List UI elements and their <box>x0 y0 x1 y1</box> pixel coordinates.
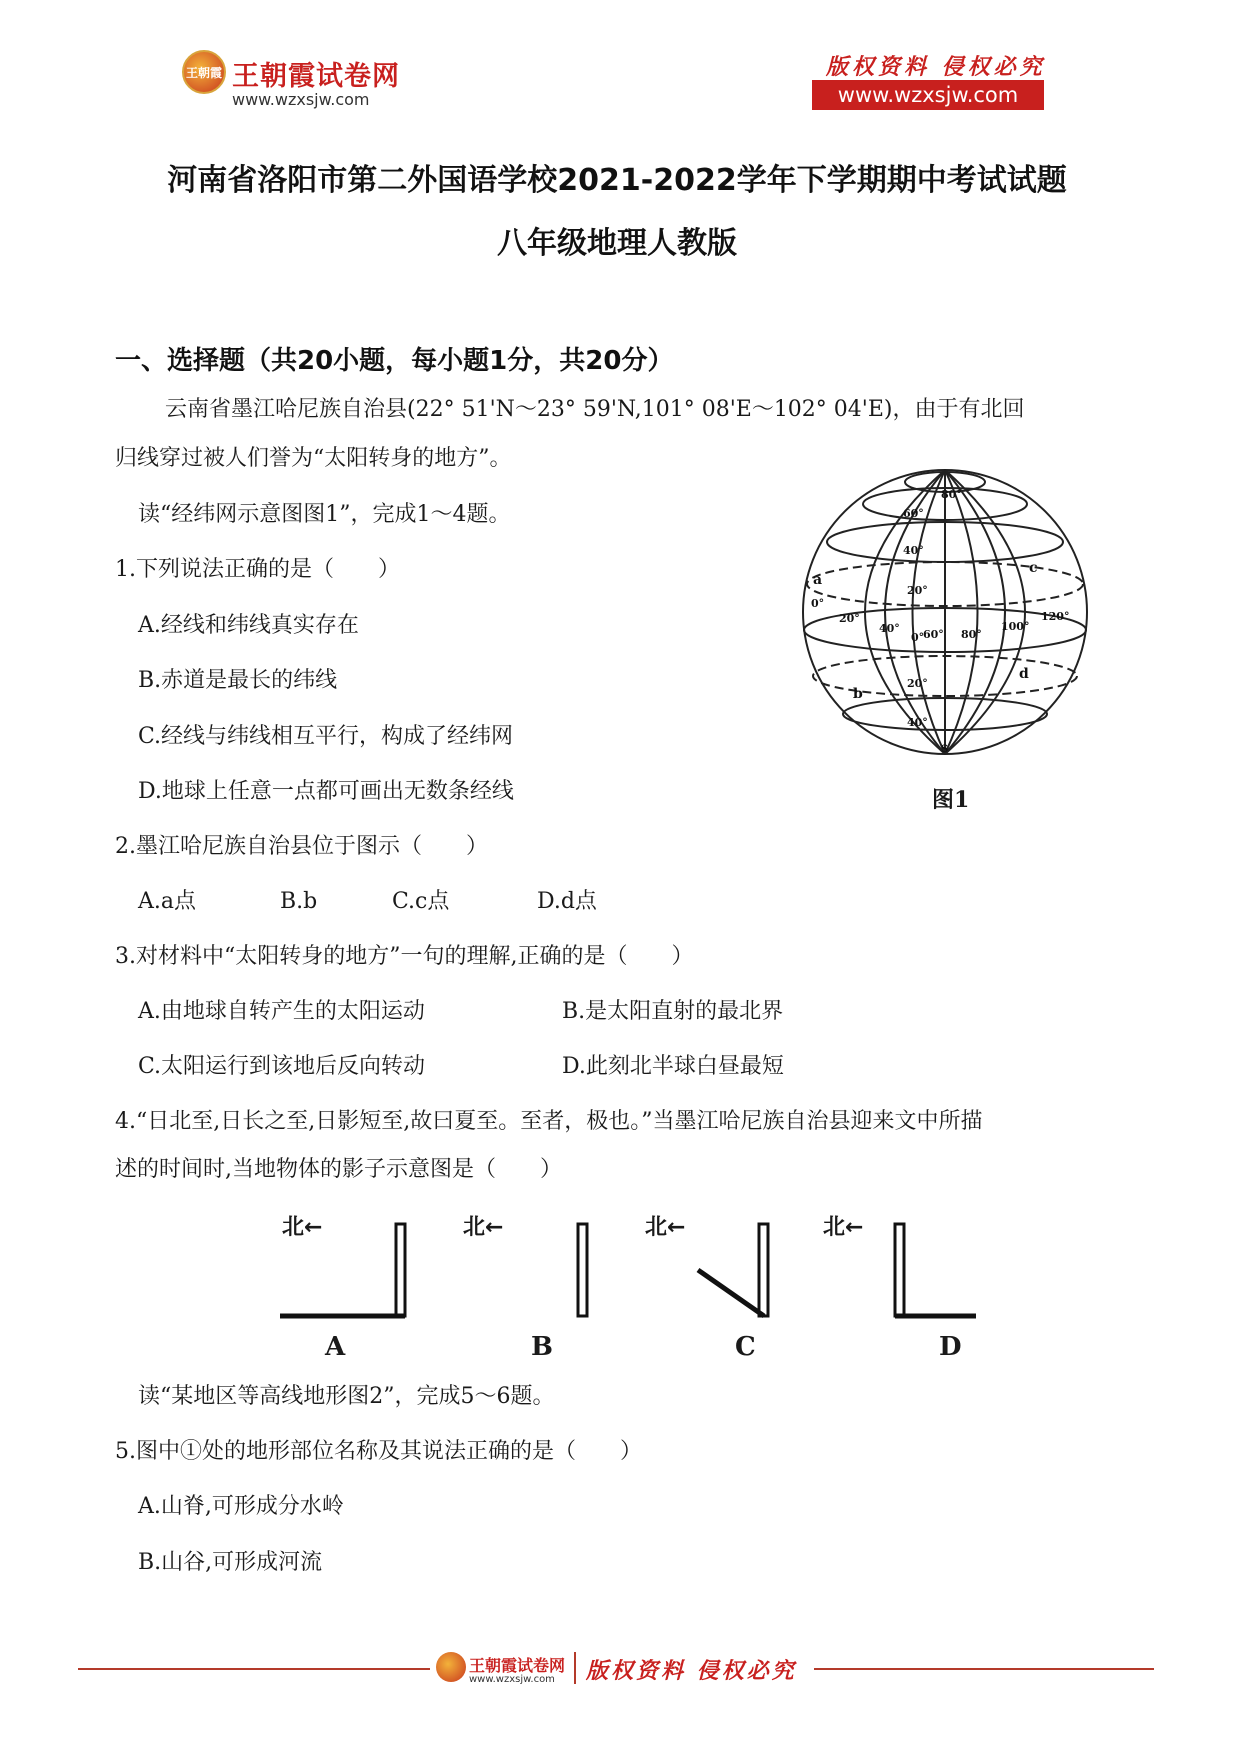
lon-label: 40° <box>879 622 900 635</box>
lat-label: 0° <box>911 631 925 644</box>
shadow-diagrams <box>270 1210 990 1330</box>
lat-label: 20° <box>907 677 928 690</box>
question-4-stem-line-1: 4.“日北至,日长之至,日影短至,故曰夏至。至者，极也。”当墨江哈尼族自治县迎来文中所描 <box>115 1109 983 1134</box>
footer-rule-right <box>814 1668 1154 1670</box>
question-2-option-b: B.b <box>280 889 318 914</box>
question-2-option-c: C.c点 <box>392 889 450 914</box>
question-5-stem: 5.图中①处的地形部位名称及其说法正确的是（ ） <box>115 1439 642 1464</box>
lat-label: 80° <box>941 488 962 501</box>
question-1-option-d: D.地球上任意一点都可画出无数条经线 <box>138 779 514 804</box>
material-line-2: 归线穿过被人们誉为“太阳转身的地方”。 <box>115 446 512 471</box>
material-line-1: 云南省墨江哈尼族自治县(22° 51'N～23° 59'N,101° 08'E～102° 04'E)，由于有北回 <box>165 397 1025 422</box>
question-3-option-b: B.是太阳直射的最北界 <box>562 999 784 1024</box>
north-arrow-d: 北← <box>823 1215 864 1240</box>
site-logo-url: www.wzxsjw.com <box>232 90 370 109</box>
copyright-notice: 版权资料 侵权必究 <box>826 54 1046 80</box>
lon-label: 120° <box>1041 610 1070 623</box>
pole-c <box>759 1224 768 1316</box>
footer-logo-name: 王朝霞试卷网 <box>469 1656 566 1675</box>
exam-title: 河南省洛阳市第二外国语学校2021-2022学年下学期期中考试试题 <box>167 163 1067 198</box>
pole-a <box>396 1224 405 1316</box>
question-2-option-d: D.d点 <box>537 889 597 914</box>
shadow-option-a-label: A <box>325 1332 346 1362</box>
footer-logo-url: www.wzxsjw.com <box>469 1674 555 1685</box>
north-arrow-a: 北← <box>282 1215 323 1240</box>
site-logo-icon: 王朝霞 <box>182 50 226 94</box>
figure-1-caption: 图1 <box>932 787 970 813</box>
footer-rule-left <box>78 1668 430 1670</box>
question-2-option-a: A.a点 <box>138 889 196 914</box>
meridian-line <box>945 470 1005 754</box>
question-1-option-a: A.经线和纬线真实存在 <box>138 613 359 638</box>
point-c-label: c <box>1029 560 1038 576</box>
point-b-label: b <box>853 686 863 702</box>
point-a-label: a <box>813 572 823 588</box>
lat-label: 60° <box>903 507 924 520</box>
site-url-badge: www.wzxsjw.com <box>812 80 1044 110</box>
site-logo-name: 王朝霞试卷网 <box>232 61 400 92</box>
north-arrow-c: 北← <box>645 1215 686 1240</box>
question-1-stem: 1.下列说法正确的是（ ） <box>115 557 400 582</box>
question-5-option-a: A.山脊,可形成分水岭 <box>138 1494 344 1519</box>
question-3-stem: 3.对材料中“太阳转身的地方”一句的理解,正确的是（ ） <box>115 944 694 969</box>
question-4-stem-line-2: 述的时间时,当地物体的影子示意图是（ ） <box>115 1157 562 1182</box>
graticule-globe-figure <box>795 462 1095 762</box>
pole-d <box>895 1224 904 1316</box>
shadow-option-b-label: B <box>531 1332 553 1362</box>
footer-copyright: 版权资料 侵权必究 <box>586 1658 797 1684</box>
question-1-option-c: C.经线与纬线相互平行，构成了经纬网 <box>138 724 514 749</box>
point-d-label: d <box>1019 666 1029 682</box>
lon-label: 80° <box>961 628 982 641</box>
question-3-option-a: A.由地球自转产生的太阳运动 <box>138 999 425 1024</box>
exam-subtitle: 八年级地理人教版 <box>497 226 737 261</box>
footer-logo-icon <box>436 1652 466 1682</box>
meridian-line <box>945 470 978 754</box>
lon-label: 0° <box>811 597 825 610</box>
north-arrow-b: 北← <box>463 1215 504 1240</box>
lon-label: 100° <box>1001 620 1030 633</box>
lat-label: 40° <box>907 716 928 729</box>
question-1-option-b: B.赤道是最长的纬线 <box>138 668 338 693</box>
question-3-option-d: D.此刻北半球白昼最短 <box>562 1054 784 1079</box>
lon-label: 20° <box>839 612 860 625</box>
pole-b <box>578 1224 587 1316</box>
shadow-option-c-label: C <box>735 1332 756 1362</box>
shadow-option-d-label: D <box>939 1332 962 1362</box>
question-2-stem: 2.墨江哈尼族自治县位于图示（ ） <box>115 834 488 859</box>
lat-label: 40° <box>903 544 924 557</box>
question-3-option-c: C.太阳运行到该地后反向转动 <box>138 1054 426 1079</box>
read-instruction-1: 读“经纬网示意图图1”，完成1～4题。 <box>138 502 511 527</box>
section-heading: 一、选择题（共20小题，每小题1分，共20分） <box>115 346 674 376</box>
lat-label: 20° <box>907 584 928 597</box>
south-pole-label: S <box>941 744 949 755</box>
shadow-c <box>698 1270 764 1316</box>
question-5-option-b: B.山谷,可形成河流 <box>138 1550 323 1575</box>
read-instruction-2: 读“某地区等高线地形图2”，完成5～6题。 <box>138 1384 555 1409</box>
footer-separator <box>574 1652 576 1684</box>
lon-label: 60° <box>923 628 944 641</box>
